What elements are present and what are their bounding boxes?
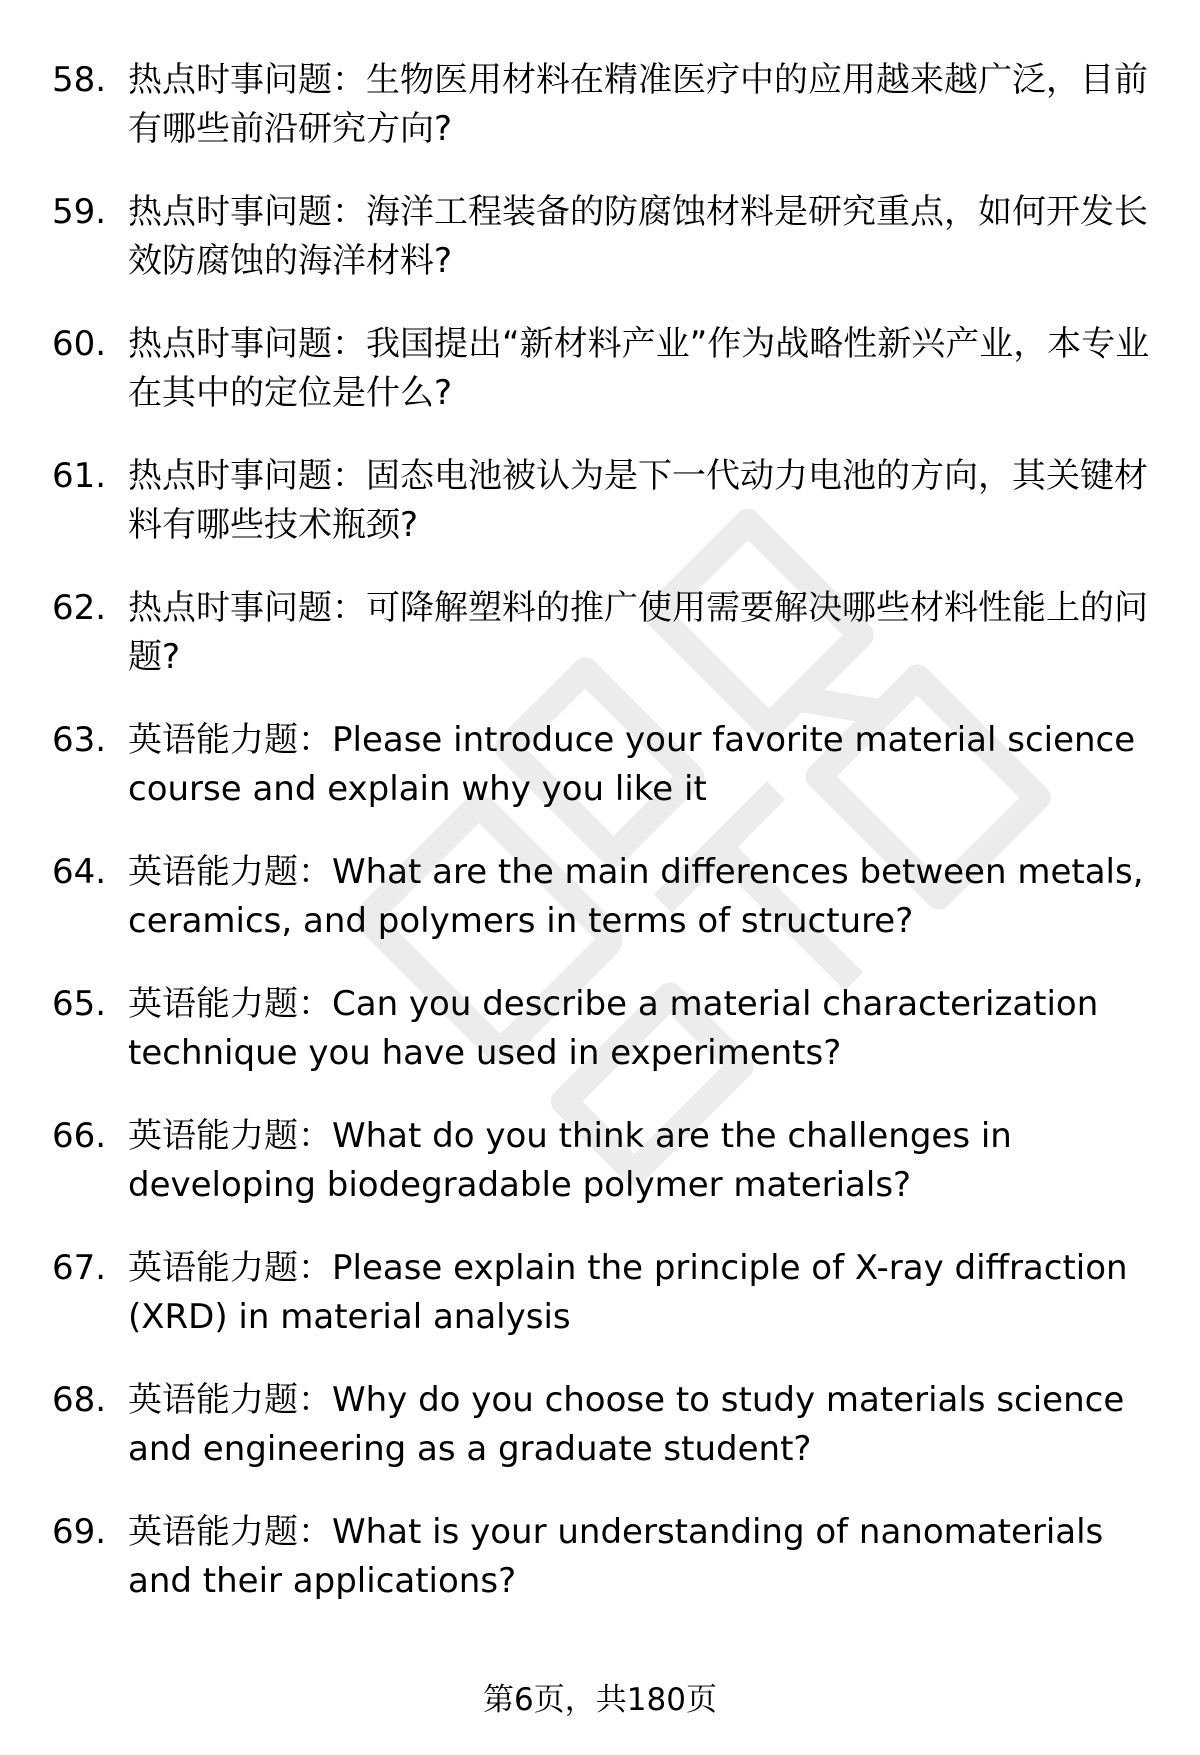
question-number: 64. — [52, 852, 107, 892]
question-category: 英语能力题： — [128, 1248, 332, 1288]
list-item — [52, 848, 1162, 980]
question-number: 66. — [52, 1116, 107, 1156]
question-body: 生物医用材料在精准医疗中的应用越来越广泛，目前有哪些前沿研究方向? — [128, 60, 1148, 149]
question-number: 62. — [52, 588, 107, 628]
question-text — [128, 1244, 1162, 1342]
question-body: Can you describe a material characterization technique you have used in experiments? — [128, 984, 1099, 1073]
question-category: 热点时事问题： — [128, 588, 366, 628]
list-item — [52, 1112, 1162, 1244]
list-item — [52, 56, 1162, 188]
question-text — [128, 188, 1162, 286]
question-body: 可降解塑料的推广使用需要解决哪些材料性能上的问题? — [128, 588, 1148, 677]
list-item — [52, 980, 1162, 1112]
question-number: 67. — [52, 1248, 107, 1288]
question-category: 热点时事问题： — [128, 324, 366, 364]
list-item — [52, 584, 1162, 716]
question-body: What do you think are the challenges in developing biodegradable polymer materials? — [128, 1116, 1012, 1205]
question-category: 英语能力题： — [128, 984, 332, 1024]
list-item — [52, 452, 1162, 584]
question-category: 英语能力题： — [128, 720, 332, 760]
list-item — [52, 1244, 1162, 1376]
question-text — [128, 56, 1162, 154]
question-text — [128, 1112, 1162, 1210]
list-item — [52, 716, 1162, 848]
list-item — [52, 1508, 1162, 1640]
question-text — [128, 452, 1162, 550]
question-number: 68. — [52, 1380, 107, 1420]
list-item — [52, 320, 1162, 452]
question-list — [52, 56, 1162, 1640]
question-text — [128, 584, 1162, 682]
question-number: 59. — [52, 192, 107, 232]
question-body: Please introduce your favorite material science course and explain why you like it — [128, 720, 1136, 809]
question-text — [128, 716, 1162, 814]
question-body: What is your understanding of nanomaterials and their applications? — [128, 1512, 1104, 1601]
question-body: Why do you choose to study materials science and engineering as a graduate student? — [128, 1380, 1125, 1469]
question-category: 英语能力题： — [128, 1116, 332, 1156]
question-number: 60. — [52, 324, 107, 364]
question-number: 63. — [52, 720, 107, 760]
question-body: What are the main differences between metals, ceramics, and polymers in terms of structure? — [128, 852, 1144, 941]
question-number: 61. — [52, 456, 107, 496]
question-number: 58. — [52, 60, 107, 100]
question-number: 65. — [52, 984, 107, 1024]
question-number: 69. — [52, 1512, 107, 1552]
question-body: 固态电池被认为是下一代动力电池的方向，其关键材料有哪些技术瓶颈? — [128, 456, 1148, 545]
question-text — [128, 320, 1162, 418]
question-body: Please explain the principle of X-ray diffraction (XRD) in material analysis — [128, 1248, 1128, 1337]
question-body: 海洋工程装备的防腐蚀材料是研究重点，如何开发长效防腐蚀的海洋材料? — [128, 192, 1148, 281]
question-category: 英语能力题： — [128, 1512, 332, 1552]
question-category: 英语能力题： — [128, 852, 332, 892]
question-text — [128, 980, 1162, 1078]
question-category: 英语能力题： — [128, 1380, 332, 1420]
question-text — [128, 1508, 1162, 1606]
question-category: 热点时事问题： — [128, 456, 366, 496]
question-text — [128, 848, 1162, 946]
question-text — [128, 1376, 1162, 1474]
question-body: 我国提出“新材料产业”作为战略性新兴产业，本专业在其中的定位是什么? — [128, 324, 1150, 413]
question-category: 热点时事问题： — [128, 192, 366, 232]
list-item — [52, 188, 1162, 320]
page-footer: 第6页，共180页 — [483, 1682, 717, 1718]
question-category: 热点时事问题： — [128, 60, 366, 100]
list-item — [52, 1376, 1162, 1508]
